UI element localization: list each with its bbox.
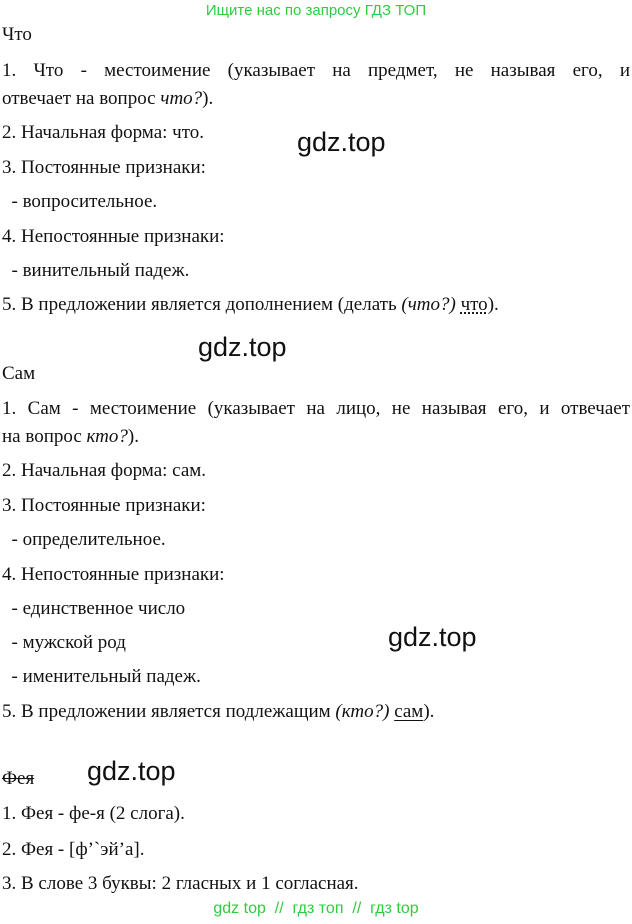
watermark: gdz.top xyxy=(388,622,477,652)
footer-links[interactable]: gdz top // гдз топ // гдз top xyxy=(213,900,419,917)
watermark: gdz.top xyxy=(87,756,176,786)
text-segment: ). xyxy=(487,294,499,315)
watermark: gdz.top xyxy=(198,332,287,362)
text-line: - определительное. xyxy=(2,529,166,550)
text-line xyxy=(2,426,139,448)
question-word: кто? xyxy=(86,426,128,447)
text-segment: ). xyxy=(127,426,139,447)
text-line: 3. Постоянные признаки: xyxy=(2,495,206,516)
underlined-word: сам xyxy=(394,701,424,722)
text-line: 1. Что - местоимение (указывает на предмет, не называя его, и xyxy=(2,60,630,81)
text-line: 1. Сам - местоимение (указывает на лицо, не называя его, и отвечает xyxy=(2,398,630,419)
text-line xyxy=(2,701,434,723)
question-word: что? xyxy=(160,88,203,109)
question-word: (кто?) xyxy=(335,701,390,722)
text-line: 4. Непостоянные признаки: xyxy=(2,564,225,585)
text-line xyxy=(2,88,213,110)
text-line: - винительный падеж. xyxy=(2,260,190,281)
text-line: - мужской род xyxy=(2,632,126,653)
watermark: gdz.top xyxy=(297,127,386,157)
text-line: 1. Фея - фе-я (2 слога). xyxy=(2,803,185,824)
question-word: (что?) xyxy=(401,294,456,315)
text-segment: ). xyxy=(202,88,214,109)
text-line: - вопросительное. xyxy=(2,191,158,212)
text-line: 4. Непостоянные признаки: xyxy=(2,226,225,247)
text-line: - именительный падеж. xyxy=(2,666,201,687)
section-title: Сам xyxy=(2,363,36,384)
text-segment: 5. В предложении является подлежащим xyxy=(2,701,336,722)
search-banner[interactable]: Ищите нас по запросу ГДЗ ТОП xyxy=(205,2,427,19)
text-line: 3. В слове 3 буквы: 2 гласных и 1 согласная. xyxy=(2,873,359,894)
text-line: 3. Постоянные признаки: xyxy=(2,157,206,178)
text-segment: на вопрос xyxy=(2,426,87,447)
text-segment: 5. В предложении является дополнением (делать xyxy=(2,294,402,315)
text-segment: отвечает на вопрос xyxy=(2,88,161,109)
text-line: 2. Начальная форма: сам. xyxy=(2,460,207,481)
section-title: Фея xyxy=(2,768,35,789)
text-line: - единственное число xyxy=(2,598,186,619)
text-segment: ). xyxy=(423,701,435,722)
text-line: 2. Начальная форма: что. xyxy=(2,122,205,143)
text-line xyxy=(2,294,499,316)
section-title: Что xyxy=(2,24,32,45)
underlined-word: что xyxy=(460,294,488,315)
text-line: 2. Фея - [ф’`эй’а]. xyxy=(2,839,145,860)
